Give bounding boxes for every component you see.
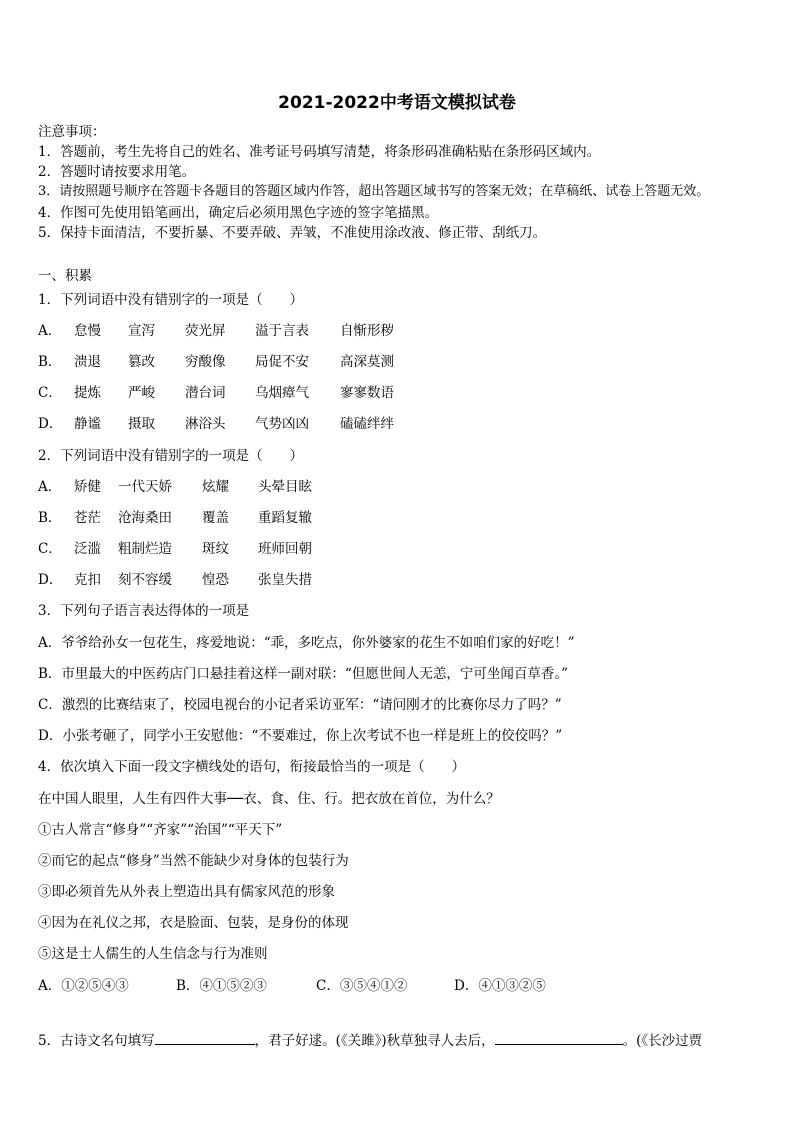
question-4-passage: 在中国人眼里，人生有四件大事──衣、食、住、行。把衣放在首位，为什么？	[38, 791, 500, 807]
option-word: 摄取	[128, 416, 155, 432]
section-heading: 一、积累	[38, 268, 92, 284]
question-4-sentence-2: ②而它的起点“修身”当然不能缺少对身体的包装行为	[38, 853, 349, 869]
choice-c: C．③⑤④①②	[316, 978, 408, 994]
option-word: 粗制烂造	[118, 541, 172, 557]
notice-item-5: 5．保持卡面清洁，不要折暴、不要弄破、弄皱，不准使用涂改液、修正带、刮纸刀。	[38, 225, 547, 241]
page-title: 2021-2022中考语文模拟试卷	[278, 93, 516, 113]
answer-blank-2[interactable]	[495, 1030, 623, 1045]
option-word: 班师回朝	[258, 541, 312, 557]
option-word: 克扣	[74, 572, 101, 588]
notice-item-4: 4．作图可先使用铅笔画出，确定后必须用黑色字迹的签字笔描黑。	[38, 205, 439, 221]
question-4-sentence-5: ⑤这是士人儒生的人生信念与行为准则	[38, 946, 268, 962]
question-3-option-d: D．小张考砸了，同学小王安慰他：“不要难过，你上次考试不也一样是班上的佼佼吗？”	[38, 728, 563, 744]
option-word: 张皇失措	[258, 572, 312, 588]
question-4-sentence-3: ③即必须首先从外表上塑造出具有儒家风范的形象	[38, 884, 335, 900]
answer-blank-1[interactable]	[155, 1030, 255, 1045]
notice-item-1: 1．答题前，考生先将自己的姓名、准考证号码填写清楚，将条形码准确粘贴在条形码区域内。	[38, 144, 601, 160]
question-3-stem: 3．下列句子语言表达得体的一项是	[38, 603, 250, 619]
option-word: 自惭形秽	[340, 323, 394, 339]
option-word: 覆盖	[202, 510, 229, 526]
question-5-text-1: 5．古诗文名句填写	[38, 1033, 155, 1049]
option-word: 重蹈复辙	[258, 510, 312, 526]
question-1-stem: 1．下列词语中没有错别字的一项是（ ）	[38, 292, 304, 308]
option-word: 潜台词	[185, 385, 226, 401]
notice-heading: 注意事项：	[38, 124, 106, 140]
option-word: 高深莫测	[340, 354, 394, 370]
option-word: 惶恐	[202, 572, 229, 588]
notice-item-3: 3．请按照题号顺序在答题卡各题目的答题区域内作答，超出答题区域书写的答案无效；在草稿纸、试卷上答题无效。	[38, 184, 710, 199]
option-word: 淋浴头	[185, 416, 226, 432]
option-word: 溃退	[74, 354, 101, 370]
option-word: 矫健	[74, 479, 101, 495]
option-word: 宣泻	[128, 323, 155, 339]
option-word: 乌烟瘴气	[255, 385, 309, 401]
option-label: A．	[38, 323, 62, 339]
option-word: 提炼	[74, 385, 101, 401]
question-1-option-b	[38, 353, 394, 371]
option-word: 泛滥	[74, 541, 101, 557]
question-2-option-c	[38, 540, 312, 558]
option-word: 严峻	[128, 385, 155, 401]
question-2-stem: 2．下列词语中没有错别字的一项是（ ）	[38, 448, 304, 464]
question-4-sentence-4: ④因为在礼仪之邦，衣是脸面、包装，是身份的体现	[38, 915, 349, 931]
question-1-option-d	[38, 415, 394, 433]
option-word: 怠慢	[74, 323, 101, 339]
question-2-option-a	[38, 478, 312, 496]
option-word: 篡改	[128, 354, 155, 370]
question-5-text-3: 。(《长沙过贾	[622, 1033, 703, 1049]
option-word: 寥寥数语	[340, 385, 394, 401]
question-5-text-2: ，君子好逑。(《关雎》)秋草独寻人去后，	[254, 1033, 495, 1049]
option-label: C．	[38, 541, 62, 557]
option-word: 局促不安	[255, 354, 309, 370]
question-1-option-c	[38, 384, 394, 402]
question-4-sentence-1: ①古人常言“修身”“齐家”“治国”“平天下”	[38, 822, 283, 838]
choice-a: A．①②⑤④③	[38, 978, 129, 994]
choice-d: D．④①③②⑤	[454, 978, 546, 994]
question-3-option-a: A．爷爷给孙女一包花生，疼爱地说：“乖，多吃点，你外婆家的花生不如咱们家的好吃！”	[38, 635, 575, 651]
option-label: D．	[38, 416, 63, 432]
question-2-option-d	[38, 571, 312, 589]
option-label: B．	[38, 354, 62, 370]
option-word: 刻不容缓	[118, 572, 172, 588]
option-word: 溢于言表	[255, 323, 309, 339]
question-4-choices	[38, 977, 546, 995]
option-word: 斑纹	[202, 541, 229, 557]
question-3-option-b: B．市里最大的中医药店门口悬挂着这样一副对联：“但愿世间人无恙，宁可坐闻百草香。”	[38, 666, 568, 682]
notice-item-2: 2．答题时请按要求用笔。	[38, 164, 196, 180]
question-4-stem: 4．依次填入下面一段文字横线处的语句，衔接最恰当的一项是（ ）	[38, 759, 466, 775]
option-label: A．	[38, 479, 62, 495]
question-3-option-c: C．激烈的比赛结束了，校园电视台的小记者采访亚军：“请问刚才的比赛你尽力了吗？”	[38, 697, 562, 713]
option-word: 一代天娇	[118, 479, 172, 495]
option-word: 气势凶凶	[255, 416, 309, 432]
option-word: 静谧	[74, 416, 101, 432]
question-2-option-b	[38, 509, 312, 527]
option-word: 荧光屏	[185, 323, 226, 339]
option-word: 头晕目眩	[258, 479, 312, 495]
choice-b: B．④①⑤②③	[176, 978, 267, 994]
option-label: B．	[38, 510, 62, 526]
option-word: 苍茫	[74, 510, 101, 526]
option-word: 炫耀	[202, 479, 229, 495]
option-word: 磕磕绊绊	[340, 416, 394, 432]
option-label: D．	[38, 572, 63, 588]
option-word: 沧海桑田	[118, 510, 172, 526]
option-label: C．	[38, 385, 62, 401]
question-1-option-a	[38, 322, 394, 340]
option-word: 穷酸像	[185, 354, 226, 370]
question-5	[38, 1030, 702, 1050]
